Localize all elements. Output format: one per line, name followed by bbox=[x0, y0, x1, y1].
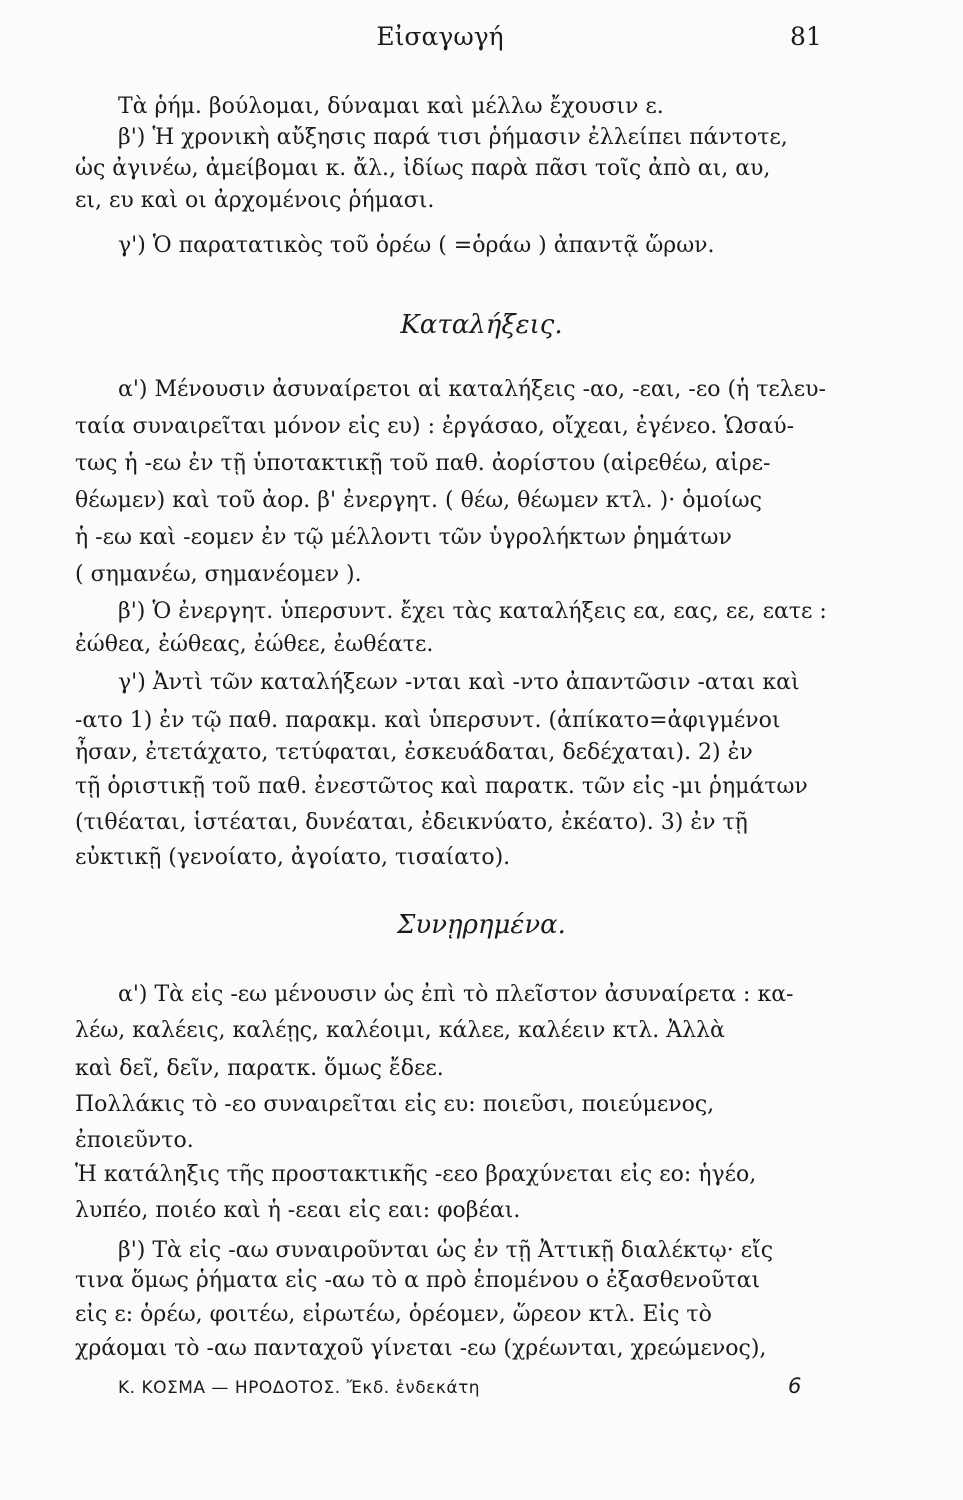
text-line: τινα ὅμως ῥήματα εἰς -αω τὸ α πρὸ ἑπομένου ο ἐξασθενοῦται bbox=[75, 1268, 761, 1293]
text-line: λυπέο, ποιέο καὶ ἡ -εεαι εἰς εαι: φοβέαι. bbox=[75, 1198, 521, 1223]
text-line: τως ἡ -εω ἐν τῇ ὑποτακτικῇ τοῦ παθ. ἀορίστου (αἱρεθέω, αἱρε- bbox=[75, 451, 771, 476]
text-line: γ') Ὁ παρατατικὸς τοῦ ὁρέω ( =ὁράω ) ἀπαντᾷ ὥρων. bbox=[118, 233, 715, 258]
footer-publication: Κ. ΚΟΣΜΑ — ΗΡΟΔΟΤΟΣ. Ἔκδ. ἑνδεκάτη bbox=[118, 1378, 481, 1398]
text-line: ἡ -εω καὶ -εομεν ἐν τῷ μέλλοντι τῶν ὑγρολήκτων ῥημάτων bbox=[75, 525, 732, 550]
text-line: ταία συναιρεῖται μόνον εἰς ευ) : ἐργάσαο, οἴχεαι, ἐγένεο. Ὡσαύ- bbox=[75, 414, 795, 439]
text-line: χράομαι τὸ -αω πανταχοῦ γίνεται -εω (χρέωνται, χρεώμενος), bbox=[75, 1336, 767, 1361]
text-line: ει, ευ καὶ οι ἀρχομένοις ῥήμασι. bbox=[75, 188, 435, 213]
page-number: 81 bbox=[790, 22, 822, 51]
text-line: (τιθέαται, ἱστέαται, δυνέαται, ἐδεικνύατο, ἐκέατο). 3) ἐν τῇ bbox=[75, 810, 748, 835]
text-line: Τὰ ῥήμ. βούλομαι, δύναμαι καὶ μέλλω ἔχουσιν ε. bbox=[118, 94, 664, 119]
text-line: ἐώθεα, ἐώθεας, ἐώθεε, ἐωθέατε. bbox=[75, 632, 434, 657]
text-line: εὐκτικῇ (γενοίατο, ἀγοίατο, τισαίατο). bbox=[75, 845, 511, 870]
text-line: α') Τὰ εἰς -εω μένουσιν ὡς ἐπὶ τὸ πλεῖστον ἀσυναίρετα : κα- bbox=[118, 982, 794, 1007]
text-line: α') Μένουσιν ἀσυναίρετοι αἱ καταλήξεις -αο, -εαι, -εο (ἡ τελευ- bbox=[118, 377, 826, 402]
text-line: ἐποιεῦντο. bbox=[75, 1128, 194, 1153]
text-line: β') Ὁ ἐνεργητ. ὑπερσυντ. ἔχει τὰς καταλήξεις εα, εας, εε, εατε : bbox=[118, 599, 827, 624]
text-line: ὡς ἀγινέω, ἀμείβομαι κ. ἄλ., ἰδίως παρὰ πᾶσι τοῖς ἀπὸ αι, αυ, bbox=[75, 156, 771, 181]
text-line: λέω, καλέεις, καλέῃς, καλέοιμι, κάλεε, καλέειν κτλ. Ἀλλὰ bbox=[75, 1018, 725, 1043]
text-line: β') Ἡ χρονικὴ αὔξησις παρά τισι ῥήμασιν ἐλλείπει πάντοτε, bbox=[118, 125, 788, 150]
section-heading-katalixeis: Καταλήξεις. bbox=[400, 310, 563, 340]
text-line: ἦσαν, ἐτετάχατο, τετύφαται, ἐσκευάδαται, δεδέχαται). 2) ἐν bbox=[75, 740, 753, 765]
section-heading-synirimena: Συνῃρημένα. bbox=[397, 910, 566, 940]
running-header-title: Εἰσαγωγή bbox=[376, 22, 504, 51]
text-line: εἰς ε: ὁρέω, φοιτέω, εἰρωτέω, ὁρέομεν, ὥρεον κτλ. Εἰς τὸ bbox=[75, 1302, 712, 1327]
text-line: Πολλάκις τὸ -εο συναιρεῖται εἰς ευ: ποιεῦσι, ποιεύμενος, bbox=[75, 1092, 715, 1117]
text-line: τῇ ὁριστικῇ τοῦ παθ. ἐνεστῶτος καὶ παρατκ. τῶν εἰς -μι ῥημάτων bbox=[75, 774, 808, 799]
text-line: θέωμεν) καὶ τοῦ ἀορ. β' ἐνεργητ. ( θέω, θέωμεν κτλ. )· ὁμοίως bbox=[75, 488, 762, 513]
text-line: Ἡ κατάληξις τῆς προστακτικῆς -εεο βραχύνεται εἰς εο: ἡγέο, bbox=[75, 1162, 757, 1187]
text-line: β') Τὰ εἰς -αω συναιροῦνται ὡς ἐν τῇ Ἀττικῇ διαλέκτῳ· εἴς bbox=[118, 1238, 774, 1263]
text-line: -ατο 1) ἐν τῷ παθ. παρακμ. καὶ ὑπερσυντ. (ἀπίκατο=ἀφιγμένοι bbox=[75, 708, 781, 733]
text-line: ( σημανέω, σημανέομεν ). bbox=[75, 562, 362, 587]
text-line: καὶ δεῖ, δεῖν, παρατκ. ὅμως ἔδεε. bbox=[75, 1056, 444, 1081]
text-line: γ') Ἀντὶ τῶν καταλήξεων -νται καὶ -ντο ἀπαντῶσιν -αται καὶ bbox=[118, 670, 800, 695]
footer-signature-mark: 6 bbox=[788, 1374, 802, 1398]
